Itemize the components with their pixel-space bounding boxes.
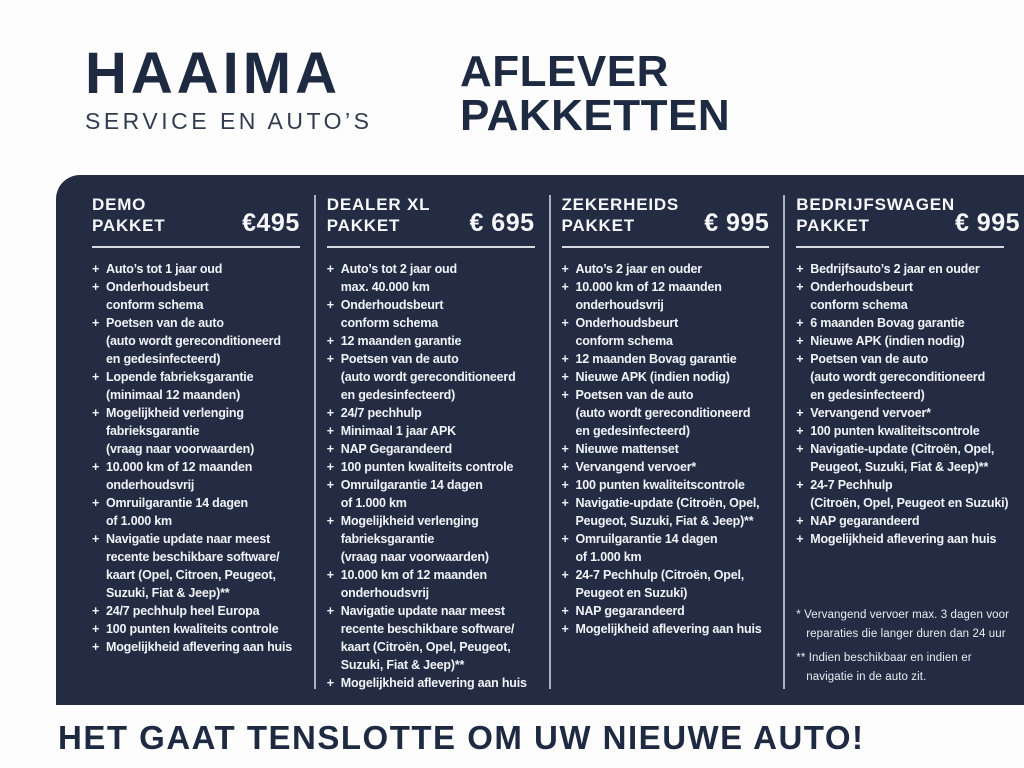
item-line: kaart (Opel, Citroen, Peugeot, bbox=[106, 568, 276, 583]
item-line: Navigatie-update (Citroën, Opel, bbox=[575, 496, 760, 511]
heading-divider bbox=[327, 246, 535, 248]
package-item bbox=[327, 566, 545, 602]
item-line: Poetsen van de auto bbox=[340, 352, 459, 367]
package-item bbox=[796, 332, 1014, 350]
item-text bbox=[341, 422, 545, 440]
plus-marker: + bbox=[561, 478, 569, 493]
plus-marker: + bbox=[326, 298, 335, 313]
item-text bbox=[341, 566, 545, 602]
item-line: Onderhoudsbeurt bbox=[575, 316, 679, 331]
plus-marker: + bbox=[326, 442, 335, 457]
item-text bbox=[106, 404, 310, 458]
item-text bbox=[341, 260, 545, 296]
footer-headline: HET GAAT TENSLOTTE OM UW NIEUWE AUTO! bbox=[58, 719, 865, 756]
item-text bbox=[576, 530, 780, 566]
item-text bbox=[341, 602, 545, 674]
item-line: (auto wordt gereconditioneerd bbox=[106, 334, 281, 349]
page-title-line2: PAKKETTEN bbox=[460, 91, 731, 140]
package-item bbox=[796, 440, 1014, 476]
item-line: onderhoudsvrij bbox=[340, 586, 429, 601]
plus-marker: + bbox=[326, 352, 335, 367]
plus-marker: + bbox=[326, 406, 335, 421]
item-line: NAP gegarandeerd bbox=[810, 514, 920, 529]
plus-marker: + bbox=[561, 604, 569, 619]
item-line: Bedrijfsauto’s 2 jaar en ouder bbox=[810, 262, 980, 277]
plus-marker: + bbox=[92, 280, 100, 295]
plus-marker: + bbox=[326, 460, 335, 475]
plus-marker: + bbox=[796, 352, 804, 367]
item-text bbox=[341, 332, 545, 350]
plus-marker: + bbox=[561, 622, 569, 637]
item-line: Poetsen van de auto bbox=[575, 388, 694, 403]
item-line: en gedesinfecteerd) bbox=[106, 352, 221, 367]
package-item bbox=[562, 278, 780, 314]
package-item bbox=[92, 368, 310, 404]
package-item-list bbox=[796, 260, 1014, 548]
item-line: Peugeot en Suzuki) bbox=[575, 586, 688, 601]
item-text bbox=[810, 278, 1014, 314]
item-text bbox=[810, 314, 1014, 332]
item-line: 24/7 pechhulp bbox=[340, 406, 422, 421]
plus-marker: + bbox=[561, 316, 569, 331]
item-line: Vervangend vervoer* bbox=[810, 406, 931, 421]
item-text bbox=[341, 512, 545, 566]
item-line: Mogelijkheid aflevering aan huis bbox=[340, 676, 527, 691]
package-item bbox=[796, 422, 1014, 440]
plus-marker: + bbox=[561, 352, 569, 367]
page-title bbox=[460, 47, 731, 140]
plus-marker: + bbox=[561, 262, 569, 277]
item-text bbox=[576, 620, 780, 638]
item-line: Auto’s tot 1 jaar oud bbox=[106, 262, 223, 277]
item-text bbox=[341, 458, 545, 476]
item-line: conform schema bbox=[106, 298, 204, 313]
package-name-line: ZEKERHEIDS bbox=[561, 195, 680, 214]
item-line: Navigatie update naar meest bbox=[340, 604, 505, 619]
item-line: en gedesinfecteerd) bbox=[810, 388, 925, 403]
plus-marker: + bbox=[561, 280, 569, 295]
item-line: Peugeot, Suzuki, Fiat & Jeep)** bbox=[575, 514, 754, 529]
item-line: Navigatie-update (Citroën, Opel, bbox=[810, 442, 995, 457]
item-line: en gedesinfecteerd) bbox=[340, 388, 456, 403]
item-line: Auto’s tot 2 jaar oud bbox=[340, 262, 457, 277]
packages-panel bbox=[56, 175, 1024, 705]
plus-marker: + bbox=[92, 460, 100, 475]
item-text bbox=[341, 296, 545, 332]
item-line: (vraag naar voorwaarden) bbox=[106, 442, 255, 457]
item-line: Navigatie update naar meest bbox=[106, 532, 271, 547]
package-item bbox=[92, 620, 310, 638]
heading-divider bbox=[562, 246, 770, 248]
plus-marker: + bbox=[561, 388, 569, 403]
plus-marker: + bbox=[92, 532, 100, 547]
item-line: 100 punten kwaliteits controle bbox=[106, 622, 279, 637]
plus-marker: + bbox=[92, 370, 100, 385]
package-item bbox=[327, 602, 545, 674]
item-text bbox=[810, 404, 1014, 422]
item-line: 10.000 km of 12 maanden bbox=[575, 280, 722, 295]
package-item bbox=[92, 530, 310, 602]
item-line: Poetsen van de auto bbox=[106, 316, 224, 331]
plus-marker: + bbox=[796, 514, 804, 529]
item-line: Lopende fabrieksgarantie bbox=[106, 370, 254, 385]
package-name-line: PAKKET bbox=[796, 215, 870, 235]
item-line: (vraag naar voorwaarden) bbox=[340, 550, 489, 565]
package-item bbox=[92, 314, 310, 368]
package-item bbox=[562, 566, 780, 602]
item-text bbox=[576, 458, 780, 476]
package-item bbox=[796, 314, 1014, 332]
plus-marker: + bbox=[92, 640, 100, 655]
item-line: Onderhoudsbeurt bbox=[106, 280, 209, 295]
item-line: conform schema bbox=[340, 316, 438, 331]
package-item bbox=[562, 458, 780, 476]
item-line: Vervangend vervoer* bbox=[575, 460, 697, 475]
package-item bbox=[92, 602, 310, 620]
package-item bbox=[796, 260, 1014, 278]
item-line: (auto wordt gereconditioneerd bbox=[810, 370, 986, 385]
item-text bbox=[576, 566, 780, 602]
package-item bbox=[327, 332, 545, 350]
item-text bbox=[106, 620, 310, 638]
plus-marker: + bbox=[561, 370, 569, 385]
item-line: Minimaal 1 jaar APK bbox=[340, 424, 456, 439]
item-line: Nieuwe APK (indien nodig) bbox=[575, 370, 730, 385]
item-line: max. 40.000 km bbox=[340, 280, 430, 295]
item-line: Mogelijkheid verlenging bbox=[106, 406, 244, 421]
item-text bbox=[810, 260, 1014, 278]
item-line: of 1.000 km bbox=[575, 550, 642, 565]
plus-marker: + bbox=[796, 262, 804, 277]
item-text bbox=[106, 314, 310, 368]
item-text bbox=[576, 386, 780, 440]
package-header bbox=[327, 195, 545, 236]
package-name-line: PAKKET bbox=[326, 215, 401, 235]
plus-marker: + bbox=[796, 316, 804, 331]
plus-marker: + bbox=[326, 424, 335, 439]
item-text bbox=[576, 368, 780, 386]
item-line: 24-7 Pechhulp (Citroën, Opel, bbox=[575, 568, 745, 583]
package-item bbox=[327, 440, 545, 458]
item-line: 10.000 km of 12 maanden bbox=[340, 568, 487, 583]
plus-marker: + bbox=[92, 316, 100, 331]
item-text bbox=[341, 440, 545, 458]
plus-marker: + bbox=[326, 514, 335, 529]
item-line: (auto wordt gereconditioneerd bbox=[340, 370, 516, 385]
package-item bbox=[562, 494, 780, 530]
package-column bbox=[549, 195, 784, 689]
package-header bbox=[562, 195, 780, 236]
package-item bbox=[92, 278, 310, 314]
item-line: NAP Gegarandeerd bbox=[340, 442, 452, 457]
package-item bbox=[562, 386, 780, 440]
package-item bbox=[562, 314, 780, 350]
plus-marker: + bbox=[326, 568, 335, 583]
package-name-line: BEDRIJFSWAGEN bbox=[796, 195, 955, 214]
item-line: Omruilgarantie 14 dagen bbox=[340, 478, 483, 493]
package-item bbox=[562, 602, 780, 620]
item-text bbox=[106, 458, 310, 494]
package-price: € 995 bbox=[954, 209, 1021, 238]
item-text bbox=[106, 530, 310, 602]
item-text bbox=[341, 404, 545, 422]
logo-subtitle: SERVICE EN AUTO’S bbox=[85, 108, 373, 134]
plus-marker: + bbox=[92, 406, 100, 421]
heading-divider bbox=[796, 246, 1004, 248]
package-item bbox=[562, 260, 780, 278]
item-text bbox=[341, 476, 545, 512]
package-item bbox=[92, 494, 310, 530]
package-column bbox=[92, 195, 314, 689]
package-item bbox=[327, 260, 545, 296]
item-text bbox=[810, 422, 1014, 440]
footnote-line: reparaties die langer duren dan 24 uur bbox=[806, 627, 1006, 640]
item-line: 6 maanden Bovag garantie bbox=[810, 316, 965, 331]
item-line: Poetsen van de auto bbox=[810, 352, 929, 367]
plus-marker: + bbox=[326, 478, 335, 493]
item-text bbox=[576, 440, 780, 458]
footnote bbox=[796, 649, 1014, 686]
package-price: € 995 bbox=[704, 209, 770, 238]
plus-marker: + bbox=[92, 262, 100, 277]
item-line: recente beschikbare software/ bbox=[106, 550, 280, 565]
package-item-list bbox=[92, 260, 310, 656]
package-item bbox=[327, 350, 545, 404]
footnote-line: ** Indien beschikbaar en indien er bbox=[796, 652, 972, 665]
item-line: Mogelijkheid aflevering aan huis bbox=[810, 532, 997, 547]
package-item bbox=[92, 638, 310, 656]
plus-marker: + bbox=[796, 442, 804, 457]
plus-marker: + bbox=[796, 478, 804, 493]
package-item-list bbox=[562, 260, 780, 638]
footnote bbox=[796, 606, 1014, 643]
package-item bbox=[562, 530, 780, 566]
item-line: 100 punten kwaliteits controle bbox=[340, 460, 514, 475]
package-item bbox=[92, 260, 310, 278]
package-item bbox=[92, 458, 310, 494]
package-column bbox=[314, 195, 549, 689]
plus-marker: + bbox=[561, 532, 569, 547]
package-item-list bbox=[327, 260, 545, 692]
item-line: 100 punten kwaliteitscontrole bbox=[810, 424, 980, 439]
item-line: Auto’s 2 jaar en ouder bbox=[575, 262, 702, 277]
plus-marker: + bbox=[92, 604, 100, 619]
package-item bbox=[327, 422, 545, 440]
item-text bbox=[576, 314, 780, 350]
item-text bbox=[576, 494, 780, 530]
item-text bbox=[576, 278, 780, 314]
package-name bbox=[92, 195, 165, 236]
item-line: Nieuwe mattenset bbox=[575, 442, 679, 457]
item-line: 24/7 pechhulp heel Europa bbox=[106, 604, 260, 619]
package-item bbox=[327, 674, 545, 692]
item-line: Mogelijkheid verlenging bbox=[340, 514, 479, 529]
item-line: 100 punten kwaliteitscontrole bbox=[575, 478, 745, 493]
item-line: 24-7 Pechhulp bbox=[810, 478, 893, 493]
package-name-line: DEMO bbox=[92, 195, 147, 214]
package-header bbox=[92, 195, 310, 236]
heading-divider bbox=[92, 246, 300, 248]
plus-marker: + bbox=[326, 676, 335, 691]
item-text bbox=[810, 530, 1014, 548]
plus-marker: + bbox=[796, 280, 804, 295]
item-text bbox=[576, 476, 780, 494]
package-item bbox=[327, 296, 545, 332]
package-name-line: PAKKET bbox=[92, 215, 166, 235]
item-text bbox=[341, 674, 545, 692]
plus-marker: + bbox=[561, 442, 569, 457]
item-text bbox=[576, 260, 780, 278]
item-line: fabrieksgarantie bbox=[340, 532, 435, 547]
item-text bbox=[810, 512, 1014, 530]
plus-marker: + bbox=[326, 604, 335, 619]
package-item bbox=[92, 404, 310, 458]
logo-title: HAAIMA bbox=[85, 41, 341, 106]
package-item bbox=[327, 458, 545, 476]
item-line: (Citroën, Opel, Peugeot en Suzuki) bbox=[810, 496, 1009, 511]
package-name bbox=[562, 195, 680, 236]
item-line: Omruilgarantie 14 dagen bbox=[106, 496, 248, 511]
item-text bbox=[106, 368, 310, 404]
item-text bbox=[810, 332, 1014, 350]
item-text bbox=[576, 350, 780, 368]
package-item bbox=[796, 476, 1014, 512]
package-item bbox=[562, 620, 780, 638]
item-line: conform schema bbox=[575, 334, 673, 349]
package-item bbox=[562, 440, 780, 458]
item-line: Suzuki, Fiat & Jeep)** bbox=[106, 586, 230, 601]
item-line: NAP gegarandeerd bbox=[575, 604, 685, 619]
item-text bbox=[341, 350, 545, 404]
item-line: Nieuwe APK (indien nodig) bbox=[810, 334, 965, 349]
package-item bbox=[796, 512, 1014, 530]
package-name bbox=[796, 195, 955, 236]
footnote-line: * Vervangend vervoer max. 3 dagen voor bbox=[796, 609, 1010, 622]
plus-marker: + bbox=[796, 406, 804, 421]
item-text bbox=[106, 278, 310, 314]
item-text bbox=[810, 476, 1014, 512]
package-price: € 695 bbox=[469, 209, 535, 238]
item-line: kaart (Citroën, Opel, Peugeot, bbox=[340, 640, 511, 655]
company-logo bbox=[85, 41, 373, 135]
plus-marker: + bbox=[326, 334, 335, 349]
package-item bbox=[796, 530, 1014, 548]
package-item bbox=[327, 476, 545, 512]
plus-marker: + bbox=[561, 496, 569, 511]
package-item bbox=[796, 404, 1014, 422]
item-line: en gedesinfecteerd) bbox=[575, 424, 690, 439]
item-line: Onderhoudsbeurt bbox=[810, 280, 913, 295]
item-text bbox=[106, 638, 310, 656]
package-item bbox=[562, 476, 780, 494]
plus-marker: + bbox=[92, 622, 100, 637]
item-line: (minimaal 12 maanden) bbox=[106, 388, 241, 403]
footnotes bbox=[796, 606, 1014, 686]
item-line: of 1.000 km bbox=[106, 514, 172, 529]
item-line: recente beschikbare software/ bbox=[340, 622, 515, 637]
plus-marker: + bbox=[92, 496, 100, 511]
item-line: 12 maanden Bovag garantie bbox=[575, 352, 737, 367]
plus-marker: + bbox=[796, 424, 804, 439]
item-text bbox=[106, 494, 310, 530]
item-line: 10.000 km of 12 maanden bbox=[106, 460, 253, 475]
package-header bbox=[796, 195, 1021, 238]
item-line: Mogelijkheid aflevering aan huis bbox=[575, 622, 762, 637]
item-line: Suzuki, Fiat & Jeep)** bbox=[340, 658, 465, 673]
package-item bbox=[562, 350, 780, 368]
plus-marker: + bbox=[796, 334, 804, 349]
item-text bbox=[106, 602, 310, 620]
item-line: fabrieksgarantie bbox=[106, 424, 200, 439]
item-line: 12 maanden garantie bbox=[340, 334, 462, 349]
item-line: onderhoudsvrij bbox=[106, 478, 195, 493]
package-item bbox=[796, 350, 1014, 404]
package-name-line: DEALER XL bbox=[326, 195, 431, 214]
item-line: (auto wordt gereconditioneerd bbox=[575, 406, 751, 421]
plus-marker: + bbox=[561, 460, 569, 475]
item-line: Omruilgarantie 14 dagen bbox=[575, 532, 718, 547]
package-item bbox=[327, 404, 545, 422]
item-line: Peugeot, Suzuki, Fiat & Jeep)** bbox=[810, 460, 989, 475]
item-line: of 1.000 km bbox=[340, 496, 407, 511]
plus-marker: + bbox=[561, 568, 569, 583]
package-item bbox=[327, 512, 545, 566]
page-title-line1: AFLEVER bbox=[460, 47, 669, 96]
package-name-line: PAKKET bbox=[561, 215, 635, 235]
item-text bbox=[106, 260, 310, 278]
item-line: Onderhoudsbeurt bbox=[340, 298, 444, 313]
item-text bbox=[576, 602, 780, 620]
item-line: Mogelijkheid aflevering aan huis bbox=[106, 640, 293, 655]
package-item bbox=[796, 278, 1014, 314]
item-text bbox=[810, 440, 1014, 476]
footnote-line: navigatie in de auto zit. bbox=[806, 670, 927, 683]
item-text bbox=[810, 350, 1014, 404]
item-line: onderhoudsvrij bbox=[575, 298, 664, 313]
package-column bbox=[783, 195, 1021, 689]
package-price: €495 bbox=[242, 209, 300, 238]
package-name bbox=[327, 195, 431, 236]
package-item bbox=[562, 368, 780, 386]
plus-marker: + bbox=[796, 532, 804, 547]
plus-marker: + bbox=[326, 262, 335, 277]
item-line: conform schema bbox=[810, 298, 908, 313]
